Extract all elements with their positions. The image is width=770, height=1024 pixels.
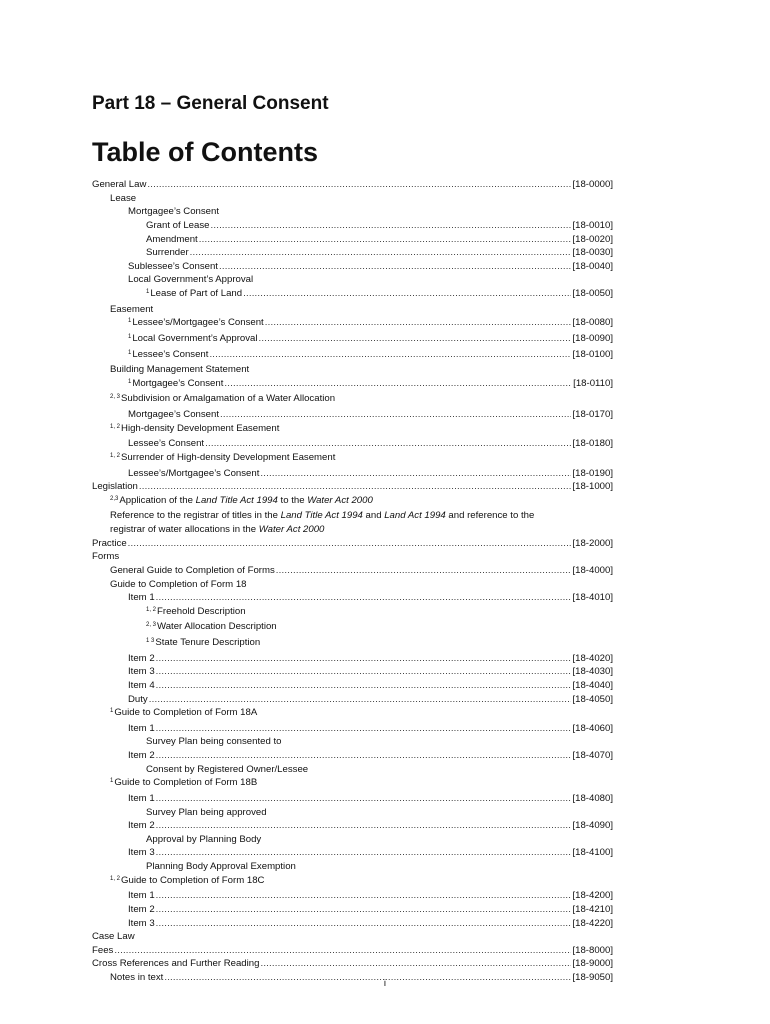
toc-entry-label-text: High-density Development Easement [121,422,280,434]
toc-entry-label-text: Lessee’s/Mortgagee’s Consent [128,467,260,479]
toc-entry [92,930,613,944]
toc-dot-leader [156,792,572,806]
toc-entry[interactable] [92,722,613,736]
toc-entry-label-text: Lease [110,192,137,204]
toc-dot-leader [156,665,572,679]
toc-entry[interactable] [92,219,613,233]
toc-entry [92,422,613,438]
toc-entry-label-text: Freehold Description [157,605,246,617]
toc-entry-label-text: to the [277,494,308,506]
toc-entry-label-text: Lessee’s Consent [132,348,209,360]
toc-entry-label [110,303,153,317]
toc-dot-leader [260,957,571,971]
toc-entry-reference[interactable]: [18-0010] [572,219,613,231]
toc-entry [92,833,613,847]
toc-entry-reference[interactable]: [18-4060] [572,722,613,734]
toc-entry-reference[interactable]: [18-4010] [572,592,613,604]
toc-entry-label [121,451,335,465]
toc-entry-label [110,564,275,578]
toc-entry-label-text: Approval by Planning Body [146,833,262,845]
toc-dot-leader [243,287,571,301]
toc-entry [92,706,613,722]
toc-entry-label-text: Item 1 [128,890,155,902]
toc-entry-label-text: General Law [92,179,147,190]
toc-entry-label [132,348,208,362]
toc-entry-label-text: Cross References and Further Reading [92,958,260,970]
toc-dot-leader [199,233,572,247]
toc-entry-label [128,437,204,451]
toc-dot-leader [156,652,572,666]
toc-entry-label [155,636,260,650]
toc-entry[interactable] [92,287,613,303]
toc-entry-label-text: Amendment [146,233,198,245]
toc-entry-label-text: Mortgagee’s Consent [128,206,220,218]
toc-entry-reference[interactable]: [18-8000] [572,944,613,956]
toc-dot-leader [156,903,572,917]
toc-entry-label [110,192,136,206]
toc-entry[interactable] [92,903,613,917]
toc-entry-footnote-marker: 1 [128,349,132,356]
toc-entry-label [157,605,246,619]
toc-entry [92,550,613,564]
toc-dot-leader [156,846,572,860]
toc-entry-reference[interactable]: [18-0180] [572,438,613,450]
toc-entry-label [128,467,259,481]
toc-entry-label-text: Legislation [92,481,138,493]
page-number: i [383,978,387,989]
toc-entry-act-name: Land Title Act 1994 [280,510,363,522]
toc-entry-reference[interactable]: [18-4200] [572,890,613,902]
toc-entry[interactable] [92,944,613,958]
toc-dot-leader [147,178,571,192]
toc-entry-label-text: Case Law [92,931,135,943]
toc-entry-reference[interactable]: [18-0170] [572,409,613,420]
toc-entry-reference[interactable]: [18-4210] [572,903,613,915]
toc-entry-act-name: Land Act 1994 [384,510,446,522]
toc-entry-label [92,550,119,564]
toc-dot-leader [220,408,571,422]
toc-entry-label-text: Item 3 [128,666,155,678]
toc-entry-label [92,957,259,971]
toc-entry [92,776,613,792]
toc-entry-label-text: Item 1 [128,592,155,604]
toc-entry-reference[interactable]: [18-4030] [572,666,613,678]
toc-entry-reference[interactable]: [18-0040] [572,260,613,272]
toc-entry-label-text: Survey Plan being approved [146,806,267,818]
toc-entry [92,523,613,537]
toc-entry-reference[interactable]: [18-0100] [572,348,613,360]
toc-dot-leader [276,564,572,578]
table-of-contents [92,178,613,985]
toc-entry-label-text: Item 3 [128,917,155,929]
toc-entry-label-text: Item 1 [128,722,155,734]
toc-entry-label [128,205,219,219]
toc-entry-label [146,860,296,874]
toc-dot-leader [139,480,572,494]
toc-entry-reference[interactable]: [18-0050] [572,288,613,299]
toc-entry-label-text: Lessee’s/Mortgagee’s Consent [132,317,264,329]
toc-entry[interactable] [92,260,613,274]
toc-entry-label [128,693,148,707]
toc-entry-label-text: registrar of water allocations in the [110,524,259,535]
toc-entry-footnote-marker: 1 [128,333,132,340]
toc-entry-label-text: Grant of Lease [146,219,210,231]
toc-entry-label [128,273,253,287]
toc-entry-label [128,903,155,917]
toc-entry-label-text: and reference to the [445,510,535,522]
toc-entry-label [110,509,534,523]
toc-entry-reference[interactable]: [18-0000] [572,179,613,190]
toc-entry-reference[interactable]: [18-0080] [572,317,613,329]
toc-entry-label-text: Planning Body Approval Exemption [146,861,296,872]
toc-entry[interactable] [92,233,613,247]
toc-entry-label [128,889,155,903]
toc-entry-act-name: Land Title Act 1994 [195,494,278,506]
toc-entry-label [128,917,155,931]
toc-entry-label [132,332,257,346]
toc-entry-reference[interactable]: [18-4080] [572,792,613,804]
toc-entry-label [128,591,155,605]
toc-dot-leader [156,819,572,833]
toc-entry-label-text: Consent by Registered Owner/Lessee [146,763,309,775]
toc-entry-label [132,377,223,391]
toc-entry[interactable] [92,564,613,578]
toc-entry-label [146,219,209,233]
toc-entry-reference[interactable]: [18-9050] [572,972,613,983]
toc-entry-label-text: Guide to Completion of Form 18B [114,777,258,789]
toc-entry[interactable] [92,467,613,481]
toc-entry [92,636,613,652]
toc-entry [92,363,613,377]
toc-dot-leader [219,260,571,274]
toc-entry-label-text: Duty [128,693,148,705]
toc-entry [92,303,613,317]
toc-dot-leader [190,246,572,260]
toc-entry-label-text: Mortgagee’s Consent [132,377,224,389]
toc-entry-footnote-marker: 1, 2 [110,423,121,430]
toc-entry-label-text: Water Allocation Description [157,621,277,633]
toc-title: Table of Contents [92,137,318,167]
toc-entry-label [157,620,277,634]
toc-entry-label-text: Item 2 [128,750,155,761]
toc-entry-footnote-marker: 1 3 [146,638,155,644]
toc-entry-label [128,665,155,679]
toc-entry-label-text: Survey Plan being consented to [146,736,282,748]
toc-entry-label-text: Lease of Part of Land [150,288,243,299]
toc-entry-label-text: Mortgagee’s Consent [128,409,220,420]
toc-entry-label-text: Guide to Completion of Form 18A [114,707,258,719]
toc-entry-label-text: State Tenure Description [155,637,261,648]
toc-entry[interactable] [92,246,613,260]
toc-entry-label-text: General Guide to Completion of Forms [110,564,275,576]
toc-entry[interactable] [92,178,613,192]
toc-entry-label-text: Subdivision or Amalgamation of a Water Allocation [121,393,336,405]
toc-entry-label [128,260,218,274]
toc-entry-label [128,819,155,833]
toc-entry[interactable] [92,408,613,422]
toc-entry-label [146,246,189,260]
toc-entry-footnote-marker: 2, 3 [146,622,157,629]
toc-entry[interactable] [92,819,613,833]
toc-entry-footnote-marker: 2,3 [110,495,119,502]
toc-entry[interactable] [92,652,613,666]
toc-entry[interactable] [92,316,613,332]
toc-dot-leader [224,377,572,391]
toc-dot-leader [156,679,572,693]
toc-entry-label-text: Item 4 [128,679,155,691]
toc-entry[interactable] [92,846,613,860]
toc-entry [92,392,613,408]
toc-entry [92,273,613,287]
toc-dot-leader [156,889,572,903]
toc-entry [92,874,613,890]
toc-entry [92,578,613,592]
toc-entry-label-text: Application of the [119,494,196,506]
toc-entry-label [150,287,242,301]
toc-entry-footnote-marker: 1, 2 [146,606,157,613]
toc-entry [92,192,613,206]
toc-entry-label-text: Item 1 [128,792,155,804]
toc-entry-label [119,494,372,508]
toc-entry[interactable] [92,957,613,971]
toc-entry-label [146,833,261,847]
toc-entry-footnote-marker: 2, 3 [110,394,121,401]
toc-entry[interactable] [92,480,613,494]
toc-entry[interactable] [92,665,613,679]
toc-entry-label-text: Guide to Completion of Form 18C [121,874,265,886]
toc-entry-reference[interactable]: [18-0190] [572,467,613,479]
toc-entry-label [128,792,155,806]
toc-entry-label [121,392,335,406]
toc-entry-label [110,578,247,592]
toc-entry[interactable] [92,437,613,451]
toc-dot-leader [149,693,572,707]
toc-entry-footnote-marker: 1, 2 [110,452,121,459]
toc-entry[interactable] [92,792,613,806]
toc-entry-label-text: and [362,510,385,522]
toc-dot-leader [260,467,571,481]
toc-dot-leader [156,917,572,931]
toc-entry-label [110,523,324,537]
toc-entry-footnote-marker: 1 [110,778,114,785]
toc-dot-leader [156,749,572,763]
toc-entry-label-text: Sublessee’s Consent [128,260,218,272]
toc-entry-footnote-marker: 1 [110,708,114,715]
part-title: Part 18 – General Consent [92,93,329,114]
toc-entry-label [128,722,155,736]
toc-entry-reference[interactable]: [18-0030] [572,247,613,259]
toc-entry-label [114,776,257,790]
toc-entry-label [128,408,219,422]
toc-dot-leader [128,537,572,551]
toc-entry-act-name: Water Act 2000 [258,524,325,535]
toc-entry[interactable] [92,348,613,364]
toc-entry-act-name: Water Act 2000 [307,494,373,506]
toc-entry-footnote-marker: 1 [146,289,150,295]
toc-entry-label [128,749,155,763]
toc-entry [92,763,613,777]
toc-entry[interactable] [92,591,613,605]
toc-entry-label [114,706,257,720]
toc-entry-label [92,537,127,551]
toc-entry[interactable] [92,537,613,551]
toc-entry-label [92,944,113,958]
toc-entry-label-text: Fees [92,944,114,956]
toc-entry-label [110,363,249,377]
toc-entry-label [128,846,155,860]
toc-entry-reference[interactable]: [18-4220] [572,917,613,929]
toc-entry-label-text: Guide to Completion of Form 18 [110,578,247,590]
toc-entry [92,860,613,874]
toc-dot-leader [210,219,571,233]
toc-entry[interactable] [92,889,613,903]
toc-entry[interactable] [92,693,613,707]
toc-entry [92,605,613,621]
toc-entry-label [121,422,279,436]
toc-dot-leader [205,437,571,451]
toc-entry-reference[interactable]: [18-4100] [572,847,613,859]
toc-entry[interactable] [92,679,613,693]
toc-entry[interactable] [92,377,613,393]
toc-entry-reference[interactable]: [18-4000] [572,564,613,576]
toc-entry [92,509,613,523]
toc-entry [92,205,613,219]
toc-entry-label-text: Reference to the registrar of titles in the [110,510,281,522]
toc-entry-footnote-marker: 1 [128,318,132,325]
toc-entry-label-text: Notes in text [110,972,164,983]
toc-dot-leader [265,316,572,330]
toc-entry-reference[interactable]: [18-2000] [572,537,613,549]
toc-entry-label [146,763,308,777]
toc-entry-footnote-marker: 1, 2 [110,875,121,882]
toc-entry-label-text: Practice [92,537,127,549]
toc-entry [92,806,613,820]
toc-entry-reference[interactable]: [18-4040] [572,679,613,691]
toc-dot-leader [156,591,572,605]
toc-entry-label [92,480,138,494]
toc-entry-label [128,679,155,693]
toc-entry-label-text: Local Government’s Approval [132,332,258,344]
toc-dot-leader [259,332,572,346]
toc-entry-reference[interactable]: [18-0090] [572,332,613,344]
toc-entry-reference[interactable]: [18-0020] [572,233,613,245]
toc-entry-label-text: Forms [92,551,120,563]
toc-entry-label [92,178,146,192]
toc-entry[interactable] [92,917,613,931]
toc-entry-reference[interactable]: [18-4090] [572,820,613,832]
toc-entry-label [146,233,198,247]
toc-entry[interactable] [92,749,613,763]
toc-entry-label-text: Easement [110,303,154,315]
toc-entry-footnote-marker: 1 [128,378,132,385]
toc-entry-reference[interactable]: [18-4050] [572,693,613,705]
toc-entry-label-text: Item 2 [128,820,155,832]
toc-entry-label [92,930,135,944]
toc-entry-label-text: Surrender [146,247,189,259]
toc-entry-label [146,735,281,749]
toc-entry-label-text: Building Management Statement [110,364,250,376]
toc-entry-reference[interactable]: [18-0110] [573,377,613,389]
toc-entry-label-text: Item 3 [128,847,155,859]
toc-entry-label-text: Local Government’s Approval [128,274,254,286]
toc-entry-label-text: Item 2 [128,652,155,664]
toc-entry-reference[interactable]: [18-4020] [572,652,613,664]
toc-entry [92,451,613,467]
toc-entry-label [128,652,155,666]
toc-entry-reference[interactable]: [18-4070] [572,750,613,761]
toc-entry-label-text: Item 2 [128,903,155,915]
toc-dot-leader [209,348,571,362]
toc-entry-label [132,316,263,330]
toc-entry [92,735,613,749]
toc-entry-label-text: Surrender of High-density Development Easement [121,451,336,463]
toc-entry[interactable] [92,332,613,348]
toc-entry-label-text: Lessee’s Consent [128,438,205,450]
toc-entry [92,620,613,636]
toc-entry [92,494,613,510]
toc-dot-leader [114,944,571,958]
toc-dot-leader [156,722,572,736]
toc-entry-reference[interactable]: [18-9000] [572,958,613,970]
toc-entry-reference[interactable]: [18-1000] [572,481,613,493]
toc-entry-label [121,874,264,888]
toc-entry-label [146,806,267,820]
